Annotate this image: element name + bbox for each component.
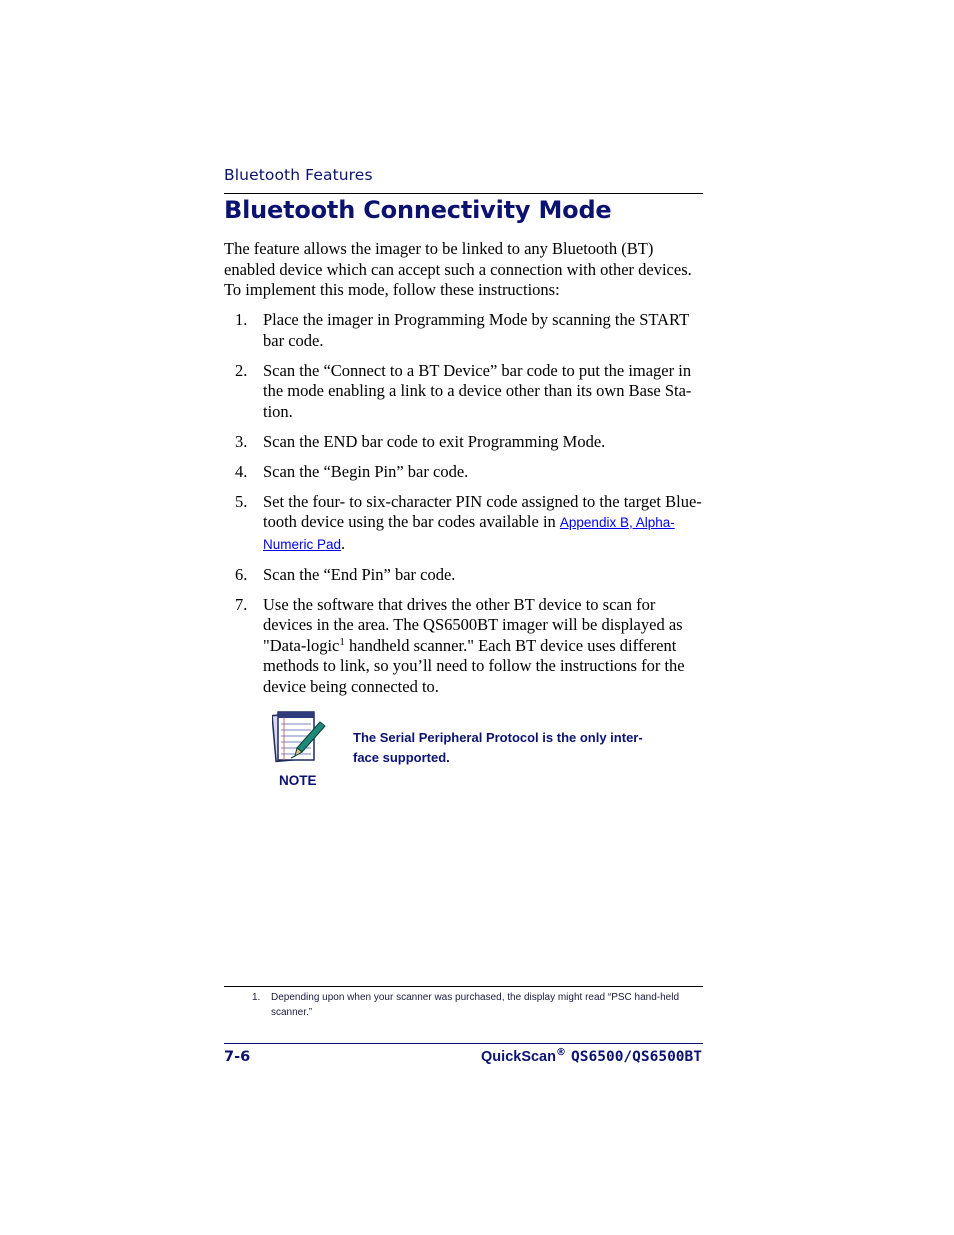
step-number: 7.: [235, 594, 248, 614]
note-pad-pen-icon: [272, 708, 328, 768]
page-number: 7-6: [224, 1049, 251, 1065]
step-6: [224, 565, 704, 586]
step-number: 3.: [235, 431, 248, 451]
registered-mark: ®: [555, 1047, 566, 1058]
step-text: Scan the “Connect to a BT Device” bar code to put the imager in the mode enabling a link to a device other than its own Base Sta-tion.: [263, 360, 692, 421]
note-label: NOTE: [279, 773, 317, 788]
step-number: 4.: [235, 461, 248, 481]
step-text: Scan the “End Pin” bar code.: [263, 564, 456, 584]
instruction-steps: [224, 310, 704, 707]
product-brand: QuickScan: [481, 1049, 556, 1065]
header-rule: [224, 193, 703, 194]
step-text: Place the imager in Programming Mode by scanning the START bar code.: [263, 310, 689, 350]
footer-rule: [224, 1043, 703, 1044]
intro-paragraph: The feature allows the imager to be linked to any Bluetooth (BT) enabled device which can accept such a connection with other devices. To implement this mode, follow these instructions:: [224, 239, 692, 299]
appendix-b-link[interactable]: Appendix B, Alpha-Numeric Pad: [263, 515, 675, 552]
step-text-end: handheld scanner." Each BT device uses different methods to link, so you’ll need to follow the instructions for the device being connected to.: [263, 635, 685, 696]
step-text: Set the four- to six-character PIN code assigned to the target Blue-tooth device using the bar codes available in: [263, 491, 702, 531]
step-4: [224, 462, 704, 483]
step-5: [224, 492, 704, 556]
step-2: [224, 361, 704, 423]
step-number: 6.: [235, 564, 248, 584]
product-name: [481, 1049, 702, 1065]
note-text: The Serial Peripheral Protocol is the only inter-face supported.: [353, 730, 643, 765]
footnote: [252, 990, 692, 1020]
footnote-reference[interactable]: 1: [339, 635, 345, 648]
step-text-end: .: [341, 533, 346, 553]
product-model: QS6500/QS6500BT: [571, 1049, 702, 1065]
step-7: [224, 595, 704, 698]
footnote-rule: [224, 986, 703, 987]
step-number: 2.: [235, 360, 248, 380]
footnote-number: 1.: [252, 992, 261, 1003]
step-3: [224, 432, 704, 453]
step-text: Scan the END bar code to exit Programming Mode.: [263, 431, 606, 451]
step-text: Scan the “Begin Pin” bar code.: [263, 461, 469, 481]
step-number: 5.: [235, 491, 248, 511]
step-text: Use the software that drives the other BT device to scan for devices in the area. The QS6500BT imager will be displayed as "Data-logic: [263, 594, 683, 655]
page-title: Bluetooth Connectivity Mode: [224, 196, 612, 224]
step-number: 1.: [235, 310, 248, 329]
footnote-text: Depending upon when your scanner was purchased, the display might read “PSC hand-held scanner.”: [271, 992, 680, 1018]
running-header-section: Bluetooth Features: [224, 166, 373, 184]
step-1: [224, 310, 704, 351]
